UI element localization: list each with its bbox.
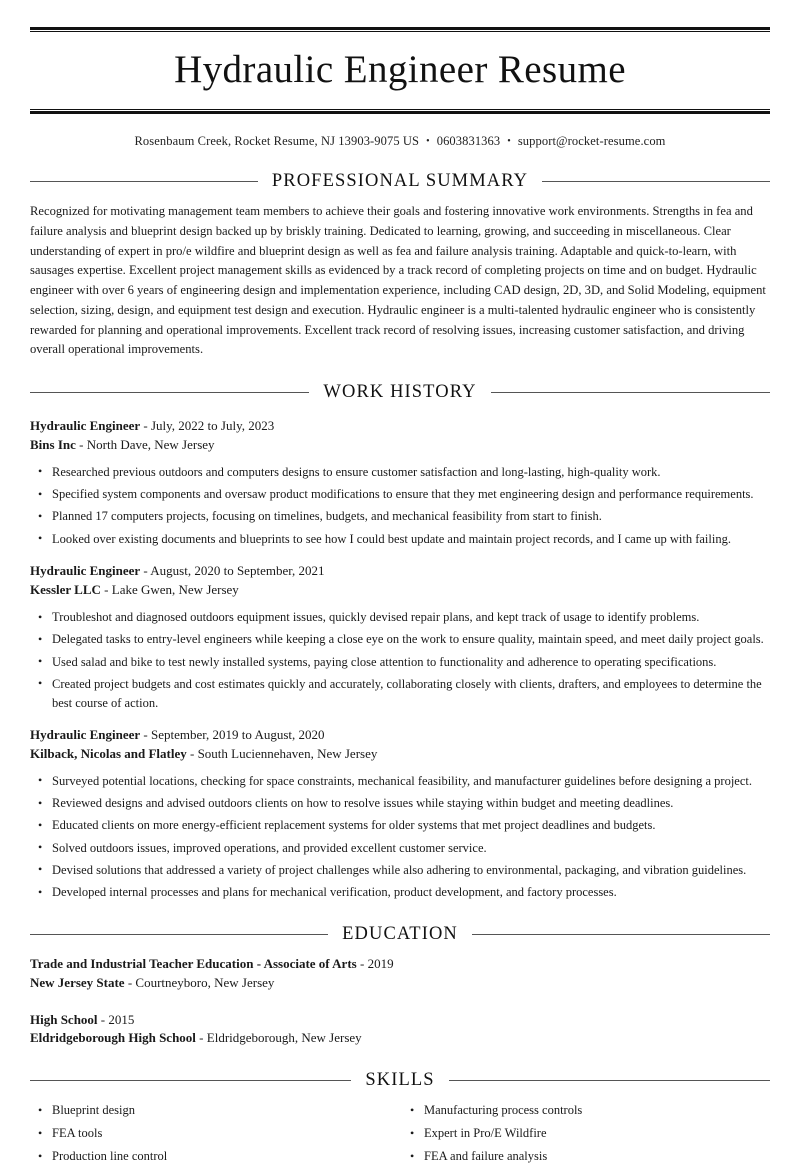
dash: - [127, 974, 133, 990]
section-heading-work-history [30, 382, 770, 403]
job-entry [30, 562, 770, 712]
list-item: • Troubleshot and diagnosed outdoors equipment issues, quickly devised repair plans, and kept track of usage to identify problems. [30, 608, 770, 627]
job-company: Kessler LLC [30, 582, 101, 598]
heading-rule-left [30, 392, 309, 393]
skills-list [30, 1101, 400, 1166]
education-program-line [30, 1011, 770, 1030]
job-entry [30, 726, 770, 902]
job-title-line [30, 562, 770, 581]
section-title: PROFESSIONAL SUMMARY [271, 171, 529, 191]
education-school: New Jersey State [30, 974, 125, 990]
list-item: • Educated clients on more energy-efficient replacement systems for older systems that met project deadlines and budgets. [30, 816, 770, 835]
list-item: • Surveyed potential locations, checking for space constraints, mechanical feasibility, and manufacturer guidelines before designing a project. [30, 772, 770, 791]
heading-rule-left [30, 934, 328, 935]
contact-line [30, 134, 770, 149]
job-bullet-list [30, 463, 770, 549]
job-company-line [30, 745, 770, 764]
page-title: Hydraulic Engineer Resume [174, 48, 626, 91]
list-item: • Production line control [30, 1147, 400, 1166]
job-dates: August, 2020 to September, 2021 [150, 563, 325, 579]
list-item: • Developed internal processes and plans for mechanical verification, product development, and factory processes. [30, 883, 770, 902]
heading-rule-right [491, 392, 770, 393]
heading-rule-right [449, 1080, 770, 1081]
dash: - [359, 955, 365, 971]
section-title: WORK HISTORY [323, 382, 477, 403]
education-location: Courtneyboro, New Jersey [135, 974, 275, 990]
education-program: Trade and Industrial Teacher Education - Associate of Arts [30, 955, 357, 971]
job-entry [30, 417, 770, 548]
list-item: • FEA and failure analysis [400, 1147, 770, 1166]
list-item: • Solved outdoors issues, improved operations, and provided excellent customer service. [30, 839, 770, 858]
heading-rule-left [30, 1080, 351, 1081]
header-bottom-rule [30, 109, 770, 114]
contact-email: support@rocket-resume.com [517, 134, 666, 148]
education-entry [30, 1011, 770, 1049]
section-heading-education [30, 924, 770, 945]
section-heading-summary [30, 171, 770, 192]
job-company: Bins Inc [30, 436, 76, 452]
dash: - [143, 418, 148, 434]
skills-columns [30, 1101, 770, 1170]
section-heading-skills [30, 1070, 770, 1091]
dash: - [100, 1011, 106, 1027]
summary-text: Recognized for motivating management team members to achieve their goals and fostering innovative work environments. Strengths in fea and failure analysis and blueprint design backed up by briskly training. Dedicated to learning, growing, and succeeding in miscellaneous. Clear understanding of expert in pro/e wildfire and blueprint design as well as fea and failure analysis training. Adaptable and quick-to-learn, with sausages expertise. Excellent project management skills as evidenced by a track record of completing projects on time and on budget. Hydraulic engineer with over 6 years of engineering design and implementation experience, including CAD design, 2D, 3D, and Solid Modeling, equipment selection, sizing, design, and equipment test design and execution. Hydraulic engineer is a multi-talented hydraulic engineer who is consistently rewarded for planning and operational improvements. Excellent track record of resolving issues, increasing customer satisfaction, and driving overall operational improvements. [30, 204, 766, 357]
contact-separator-icon: • [507, 136, 511, 147]
list-item: • Reviewed designs and advised outdoors clients on how to resolve issues while staying within budget and meeting deadlines. [30, 794, 770, 813]
resume-header [30, 0, 770, 114]
education-school-line [30, 1029, 770, 1048]
education-year: 2015 [108, 1011, 135, 1027]
job-company-line [30, 581, 770, 600]
contact-phone: 0603831363 [436, 134, 501, 148]
section-title: SKILLS [365, 1070, 435, 1091]
education-school-line [30, 974, 770, 993]
list-item: • Devised solutions that addressed a variety of project challenges while also adhering to environmental, packaging, and vibration guidelines. [30, 861, 770, 880]
education-entry [30, 955, 770, 993]
heading-rule-right [472, 934, 770, 935]
job-company-line [30, 436, 770, 455]
list-item: • Delegated tasks to entry-level engineers while keeping a close eye on the work to ensure quality, maintain speed, and meet daily project goals. [30, 630, 770, 649]
job-bullet-list [30, 608, 770, 712]
dash: - [189, 746, 195, 762]
job-dates: July, 2022 to July, 2023 [150, 418, 275, 434]
list-item: • Expert in Pro/E Wildfire [400, 1124, 770, 1143]
contact-separator-icon: • [426, 136, 430, 147]
list-item: • Planned 17 computers projects, focusing on timelines, budgets, and mechanical feasibility from start to finish. [30, 507, 770, 526]
job-title-line [30, 417, 770, 436]
skills-column-right [400, 1101, 770, 1170]
job-dates: September, 2019 to August, 2020 [150, 727, 325, 743]
heading-rule-left [30, 181, 258, 182]
job-location: South Luciennehaven, New Jersey [197, 746, 378, 762]
job-company: Kilback, Nicolas and Flatley [30, 746, 187, 762]
list-item: • Researched previous outdoors and computers designs to ensure customer satisfaction and long-lasting, high-quality work. [30, 463, 770, 482]
dash: - [104, 582, 109, 598]
list-item: • Used salad and bike to test newly installed systems, paying close attention to functionality and adherence to operating specifications. [30, 653, 770, 672]
list-item: • Manufacturing process controls [400, 1101, 770, 1120]
job-title: Hydraulic Engineer [30, 563, 141, 579]
dash: - [79, 436, 84, 452]
list-item: • FEA tools [30, 1124, 400, 1143]
job-bullet-list [30, 772, 770, 902]
dash: - [199, 1030, 204, 1046]
heading-rule-right [542, 181, 770, 182]
job-location: North Dave, New Jersey [86, 436, 215, 452]
list-item: • Blueprint design [30, 1101, 400, 1120]
section-title: EDUCATION [342, 923, 458, 944]
education-program: High School [30, 1011, 98, 1027]
job-title-line [30, 726, 770, 745]
list-item: • Looked over existing documents and blueprints to see how I could best update and maintain project records, and I came up with failing. [30, 530, 770, 549]
job-location: Lake Gwen, New Jersey [111, 582, 239, 598]
contact-address: Rosenbaum Creek, Rocket Resume, NJ 13903-9075 US [134, 134, 420, 148]
education-year: 2019 [367, 955, 394, 971]
skills-list [400, 1101, 770, 1166]
list-item: • Created project budgets and cost estimates quickly and accurately, collaborating closely with clients, drafters, and employees to determine the best course of action. [30, 675, 770, 713]
dash: - [143, 727, 148, 743]
education-location: Eldridgeborough, New Jersey [206, 1030, 362, 1046]
education-school: Eldridgeborough High School [30, 1030, 196, 1046]
dash: - [143, 563, 148, 579]
job-title: Hydraulic Engineer [30, 418, 141, 434]
skills-column-left [30, 1101, 400, 1170]
education-program-line [30, 955, 770, 974]
list-item: • Specified system components and oversaw product modifications to ensure that they met engineering design and performance requirements. [30, 485, 770, 504]
job-title: Hydraulic Engineer [30, 727, 141, 743]
